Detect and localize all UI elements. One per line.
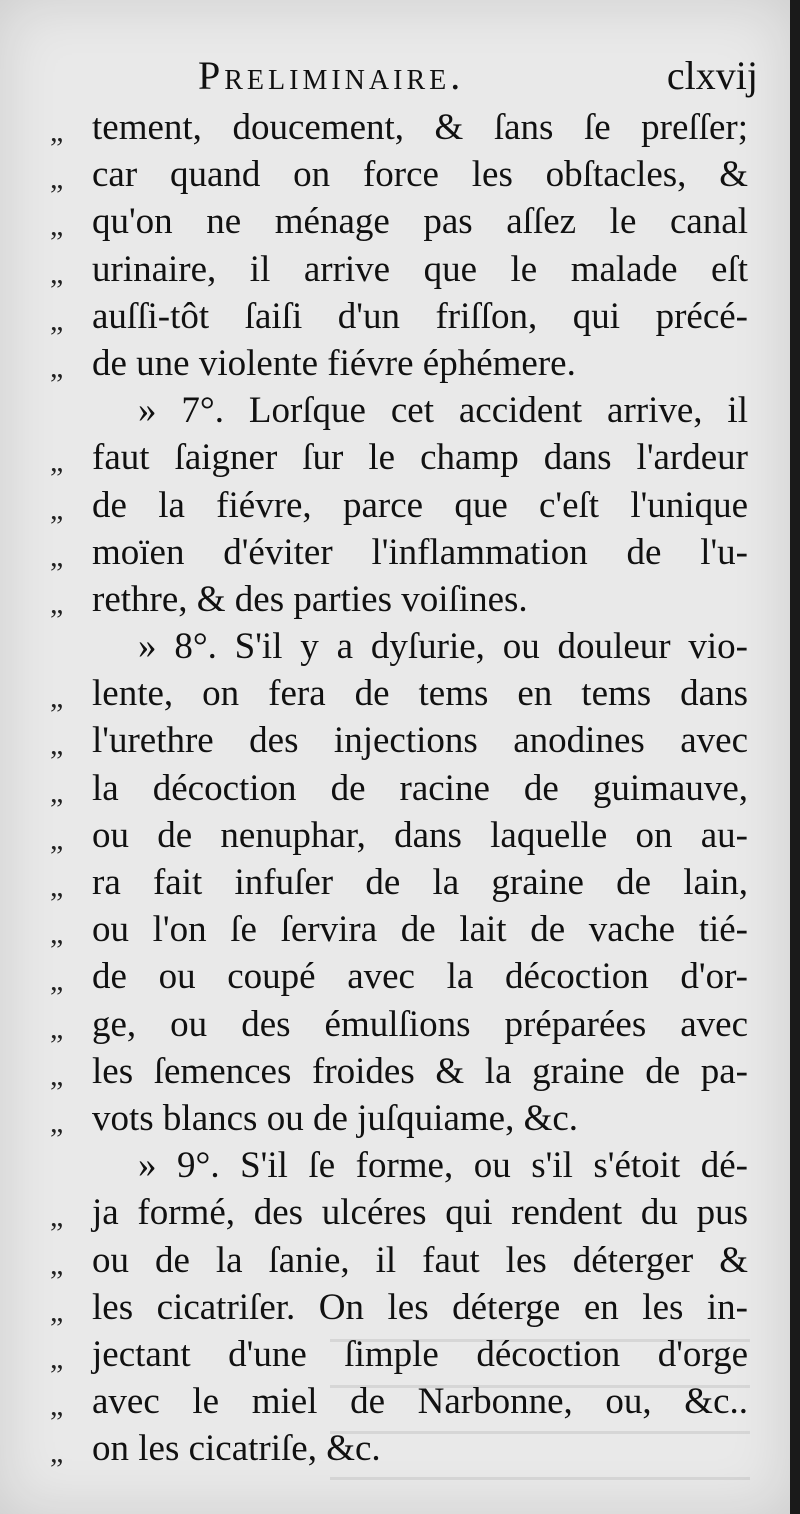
text-line [48, 1095, 748, 1142]
quote-mark: „ [50, 539, 64, 573]
line-text: jectant d'une ſimple décoction d'orge [92, 1333, 748, 1375]
quote-mark: „ [50, 445, 64, 479]
quote-mark: „ [50, 681, 64, 715]
line-text: qu'on ne ménage pas aſſez le canal [92, 201, 748, 243]
line-text: de ou coupé avec la décoction d'or- [92, 956, 748, 998]
line-text: auſſi-tôt ſaiſi d'un friſſon, qui précé- [92, 295, 748, 337]
running-title: Preliminaire. [198, 53, 465, 98]
text-line [48, 293, 748, 340]
line-text: les ſemences froides & la graine de pa- [92, 1050, 748, 1092]
line-text: l'urethre des injections anodines avec [92, 720, 748, 762]
text-line [48, 765, 748, 812]
line-text: ou l'on ſe ſervira de lait de vache tié- [92, 909, 748, 951]
quote-mark: „ [50, 350, 64, 384]
line-text: ou de nenuphar, dans laquelle on au- [92, 814, 748, 856]
quote-mark: „ [50, 1436, 64, 1470]
quote-mark: „ [50, 586, 64, 620]
quote-mark: „ [50, 1247, 64, 1281]
text-line [48, 151, 748, 198]
quote-mark: „ [50, 870, 64, 903]
text-line [48, 198, 748, 245]
quote-mark: „ [50, 492, 64, 526]
text-line [48, 1331, 748, 1378]
text-line [48, 576, 748, 623]
line-text: ja formé, des ulcéres qui rendent du pus [92, 1192, 748, 1234]
line-text: » 9°. S'il ſe forme, ou s'il s'étoit dé- [138, 1145, 748, 1187]
text-line [48, 246, 748, 293]
page-edge-shadow [790, 0, 800, 1514]
quote-mark: „ [50, 1011, 64, 1045]
line-text: » 7°. Lorſque cet accident arrive, il [138, 390, 748, 432]
text-line [48, 906, 748, 953]
text-line [48, 953, 748, 1000]
quote-mark: „ [50, 256, 64, 290]
text-line [48, 1048, 748, 1095]
quote-mark: „ [50, 1341, 64, 1375]
line-text: ra fait infuſer de la graine de lain, [92, 862, 748, 903]
text-line [48, 670, 748, 717]
quote-mark: „ [50, 1294, 64, 1328]
page-number: clxvij [666, 53, 758, 98]
text-line [48, 482, 748, 529]
line-text: rethre, & des parties voiſines. [92, 578, 528, 620]
text-line [48, 434, 748, 481]
quote-mark: „ [50, 775, 64, 809]
line-text: moïen d'éviter l'inflammation de l'u- [92, 531, 748, 573]
text-line [48, 1237, 748, 1284]
line-text: » 8°. S'il y a dyſurie, ou douleur vio- [138, 626, 748, 668]
line-text: la décoction de racine de guimauve, [92, 767, 748, 809]
quote-mark: „ [50, 115, 64, 148]
line-text: ou de la ſanie, il faut les déterger & [92, 1239, 748, 1281]
line-text: on les cicatriſe, &c. [92, 1428, 381, 1470]
quote-mark: „ [50, 917, 64, 951]
quote-mark: „ [50, 964, 64, 998]
text-line [48, 1189, 748, 1236]
paragraph-start-line [48, 623, 748, 670]
line-text: urinaire, il arrive que le malade eſt [92, 248, 748, 290]
line-text: vots blancs ou de juſquiame, &c. [92, 1097, 579, 1139]
line-text: de la fiévre, parce que c'eſt l'unique [92, 484, 748, 526]
line-text: les cicatriſer. On les déterge en les in- [92, 1286, 748, 1328]
line-text: avec le miel de Narbonne, ou, &c.. [92, 1381, 748, 1423]
quote-mark: „ [50, 209, 64, 243]
paragraph-start-line [48, 1142, 748, 1189]
body-text [48, 104, 748, 1472]
quote-mark: „ [50, 303, 64, 337]
text-line [48, 104, 748, 151]
text-line [48, 717, 748, 764]
quote-mark: „ [50, 1389, 64, 1423]
page-header [58, 52, 758, 102]
line-text: de une violente fiévre éphémere. [92, 342, 576, 384]
paragraph-start-line [48, 387, 748, 434]
line-text: ge, ou des émulſions préparées avec [92, 1003, 748, 1045]
quote-mark: „ [50, 1058, 64, 1092]
text-line [48, 1425, 748, 1472]
quote-mark: „ [50, 1105, 64, 1139]
text-line [48, 1001, 748, 1048]
quote-mark: „ [50, 162, 64, 196]
quote-mark: „ [50, 728, 64, 762]
text-line [48, 340, 748, 387]
quote-mark: „ [50, 1200, 64, 1234]
text-line [48, 1378, 748, 1425]
line-text: faut ſaigner ſur le champ dans l'ardeur [92, 437, 748, 479]
text-line [48, 812, 748, 859]
quote-mark: „ [50, 822, 64, 856]
line-text: lente, on fera de tems en tems dans [92, 673, 748, 715]
text-line [48, 529, 748, 576]
line-text: car quand on force les obſtacles, & [92, 154, 748, 196]
text-line [48, 859, 748, 906]
text-line [48, 1284, 748, 1331]
line-text: tement, doucement, & ſans ſe preſſer; [92, 107, 748, 148]
